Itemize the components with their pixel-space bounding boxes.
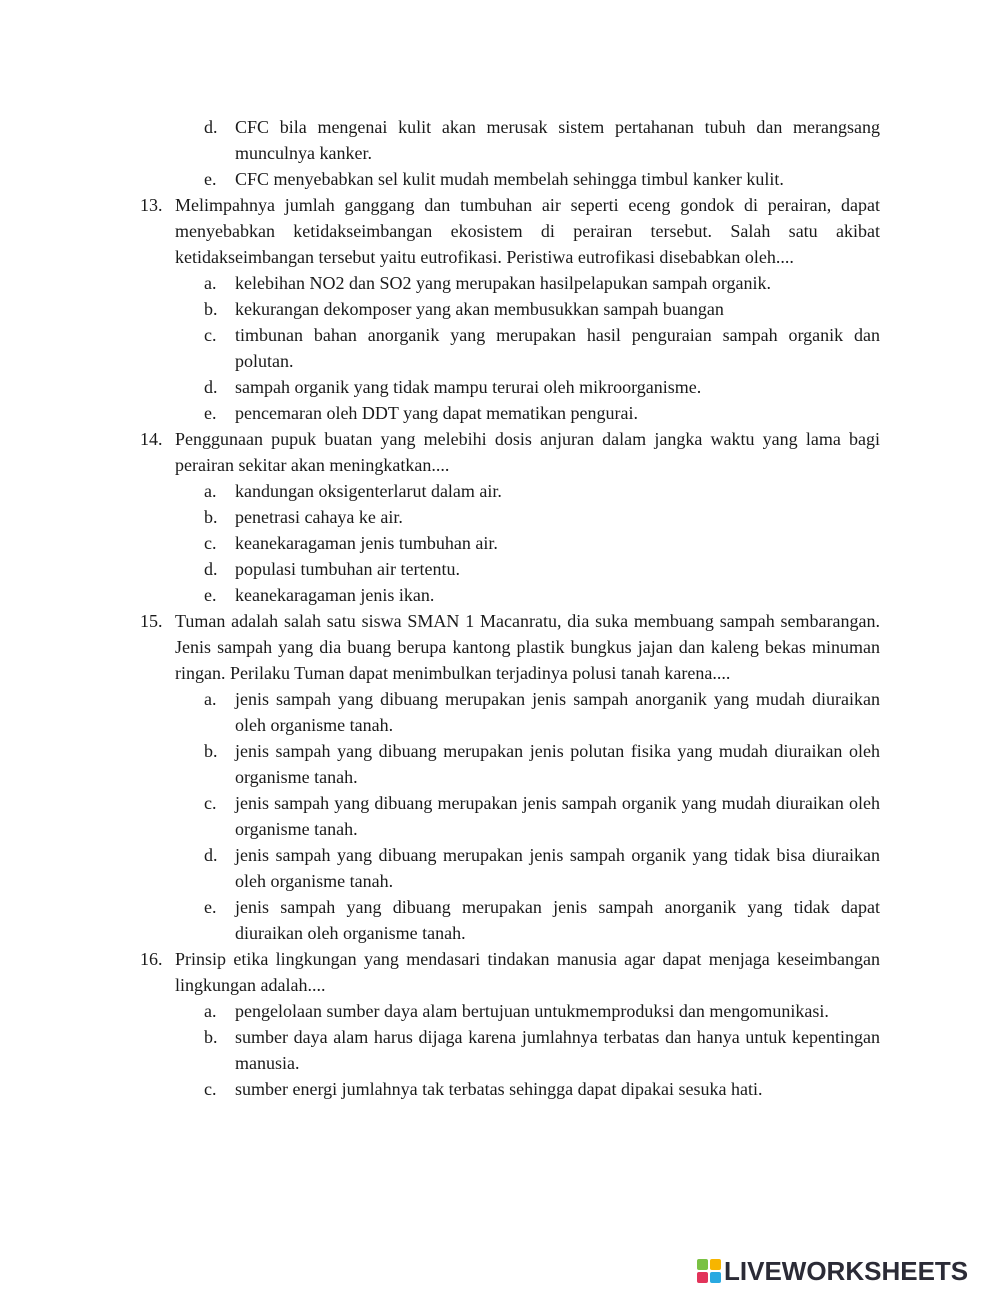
question-text: Tuman adalah salah satu siswa SMAN 1 Macanratu, dia suka membuang sampah sembarangan. Jenis sampah yang dia buang berupa kantong plastik bungkus jajan dan kaleng bekas minuman ringan. Perilaku Tuman dapat menimbulkan terjadinya polusi tanah karena.... (175, 611, 880, 683)
answer-option (204, 530, 880, 556)
answer-option (204, 166, 880, 192)
question-stem (140, 608, 880, 686)
question-number: 16. (140, 949, 163, 969)
option-text: jenis sampah yang dibuang merupakan jenis polutan fisika yang mudah diuraikan oleh organisme tanah. (235, 741, 880, 787)
question-text: Melimpahnya jumlah ganggang dan tumbuhan air seperti eceng gondok di perairan, dapat menyebabkan ketidakseimbangan ekosistem di perairan tersebut. Salah satu akibat ketidakseimbangan tersebut yaitu eutrofikasi. Peristiwa eutrofikasi disebabkan oleh.... (175, 195, 880, 267)
option-letter: e. (204, 403, 217, 423)
option-text: CFC menyebabkan sel kulit mudah membelah sehingga timbul kanker kulit. (235, 169, 784, 189)
answer-option (204, 270, 880, 296)
option-text: CFC bila mengenai kulit akan merusak sistem pertahanan tubuh dan merangsang munculnya kanker. (235, 117, 880, 163)
question-number: 14. (140, 429, 163, 449)
answer-option (204, 400, 880, 426)
answer-option (204, 582, 880, 608)
logo-square-green (697, 1259, 708, 1270)
option-text: jenis sampah yang dibuang merupakan jenis sampah organik yang tidak bisa diuraikan oleh organisme tanah. (235, 845, 880, 891)
option-letter: e. (204, 169, 217, 189)
option-letter: c. (204, 1079, 217, 1099)
option-letter: b. (204, 507, 218, 527)
question-text: Prinsip etika lingkungan yang mendasari tindakan manusia agar dapat menjaga keseimbangan lingkungan adalah.... (175, 949, 880, 995)
option-letter: a. (204, 273, 217, 293)
answer-option (204, 790, 880, 842)
option-letter: d. (204, 845, 218, 865)
option-text: kandungan oksigenterlarut dalam air. (235, 481, 502, 501)
option-text: keanekaragaman jenis ikan. (235, 585, 435, 605)
answer-option (204, 894, 880, 946)
liveworksheets-logo-icon (697, 1259, 721, 1283)
liveworksheets-logo-text: LIVEWORKSHEETS (724, 1255, 969, 1286)
answer-option (204, 374, 880, 400)
option-letter: e. (204, 585, 217, 605)
answer-option (204, 478, 880, 504)
option-letter: c. (204, 793, 217, 813)
option-letter: d. (204, 117, 218, 137)
answer-option (204, 738, 880, 790)
option-text: sumber daya alam harus dijaga karena jumlahnya terbatas dan hanya untuk kepentingan manusia. (235, 1027, 880, 1073)
option-text: sampah organik yang tidak mampu terurai oleh mikroorganisme. (235, 377, 702, 397)
option-text: jenis sampah yang dibuang merupakan jenis sampah anorganik yang mudah diuraikan oleh organisme tanah. (235, 689, 880, 735)
answer-option (204, 842, 880, 894)
option-letter: a. (204, 689, 217, 709)
option-text: jenis sampah yang dibuang merupakan jenis sampah organik yang mudah diuraikan oleh organisme tanah. (235, 793, 880, 839)
option-letter: d. (204, 559, 218, 579)
option-text: keanekaragaman jenis tumbuhan air. (235, 533, 498, 553)
option-letter: a. (204, 481, 217, 501)
option-text: penetrasi cahaya ke air. (235, 507, 403, 527)
option-letter: b. (204, 299, 218, 319)
logo-square-red (697, 1272, 708, 1283)
option-letter: e. (204, 897, 217, 917)
question-number: 13. (140, 195, 163, 215)
option-text: timbunan bahan anorganik yang merupakan hasil penguraian sampah organik dan polutan. (235, 325, 880, 371)
question-stem (140, 946, 880, 998)
option-text: sumber energi jumlahnya tak terbatas sehingga dapat dipakai sesuka hati. (235, 1079, 763, 1099)
answer-option (204, 1024, 880, 1076)
answer-option (204, 556, 880, 582)
option-text: jenis sampah yang dibuang merupakan jenis sampah anorganik yang tidak dapat diuraikan oleh organisme tanah. (235, 897, 880, 943)
answer-option (204, 1076, 880, 1102)
logo-square-blue (710, 1272, 721, 1283)
option-text: populasi tumbuhan air tertentu. (235, 559, 460, 579)
logo-square-yellow (710, 1259, 721, 1270)
answer-option (204, 322, 880, 374)
option-letter: d. (204, 377, 218, 397)
question-number: 15. (140, 611, 163, 631)
answer-option (204, 504, 880, 530)
question-text: Penggunaan pupuk buatan yang melebihi dosis anjuran dalam jangka waktu yang lama bagi perairan sekitar akan meningkatkan.... (175, 429, 880, 475)
question-stem (140, 426, 880, 478)
liveworksheets-logo (697, 1253, 968, 1289)
option-text: pengelolaan sumber daya alam bertujuan untukmemproduksi dan mengomunikasi. (235, 1001, 829, 1021)
question-stem (140, 192, 880, 270)
answer-option (204, 296, 880, 322)
option-text: pencemaran oleh DDT yang dapat mematikan pengurai. (235, 403, 639, 423)
option-letter: c. (204, 325, 217, 345)
answer-option (204, 114, 880, 166)
option-text: kekurangan dekomposer yang akan membusukkan sampah buangan (235, 299, 724, 319)
question-list (140, 114, 880, 1102)
answer-option (204, 686, 880, 738)
option-letter: b. (204, 1027, 218, 1047)
answer-option (204, 998, 880, 1024)
option-letter: c. (204, 533, 217, 553)
option-letter: b. (204, 741, 218, 761)
option-text: kelebihan NO2 dan SO2 yang merupakan hasilpelapukan sampah organik. (235, 273, 772, 293)
option-letter: a. (204, 1001, 217, 1021)
